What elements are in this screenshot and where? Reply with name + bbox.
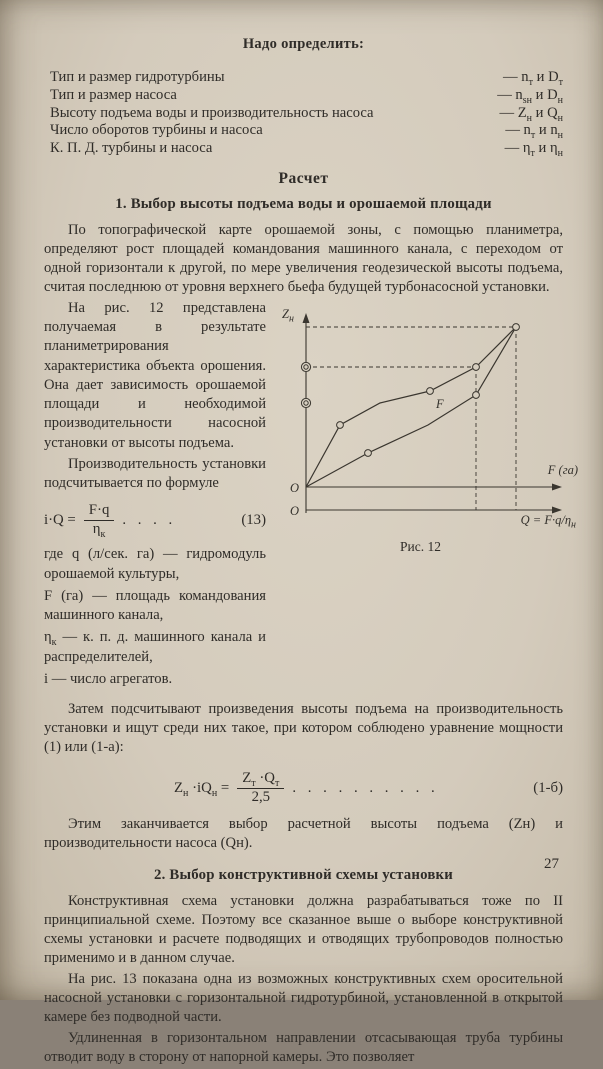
fraction-numerator: $Z_т \cdot Q_т$ <box>237 771 284 789</box>
left-column <box>44 299 266 692</box>
where-definition: i — число агрегатов. <box>44 670 173 687</box>
paragraph: Этим заканчивается выбор расчетной высоты подъема (Zн) и производительности насоса (Qн). <box>44 816 563 852</box>
definition-list <box>44 69 563 158</box>
definition-row <box>44 105 563 123</box>
where-definition: F (га) — площадь командования машинного канала, <box>44 587 266 624</box>
paragraph: Производительность установки подсчитывается по формуле <box>44 455 266 492</box>
fraction-denominator: $\eta_к$ <box>92 520 106 540</box>
figure-canvas <box>278 305 578 533</box>
fraction <box>84 502 115 540</box>
definition-value: — $n_т$ и $D_т$ <box>503 69 563 88</box>
definition-label: К. П. Д. турбины и насоса <box>50 140 213 157</box>
figure-plot <box>278 305 578 533</box>
figure-12 <box>278 305 578 555</box>
text-figure-row <box>44 299 578 692</box>
paragraph: Конструктивная схема установки должна разрабатываться тоже по II принципиальной схеме. Поэтому все сказанное выше о выборе конструктивной схемы установки и расчете подводящих и отводящих трубопроводов полностью применимо и в данном случае. <box>44 893 563 966</box>
paragraph: На рис. 12 представлена получаемая в результате планиметрирования характеристика объекта орошения. Она дает зависимость орошаемой площади и необходимой производительности насосной установки от высоты подъема. <box>44 299 266 451</box>
fraction-denominator: 2,5 <box>251 788 271 805</box>
formula-lhs: i·Q = <box>44 511 76 528</box>
y-axis-label: $Z_н$ <box>282 306 294 325</box>
definition-label: Число оборотов турбины и насоса <box>50 122 263 139</box>
definition-value: — $Z_н$ и $Q_н$ <box>499 104 563 124</box>
formula-dots: . . . . . . . . . . <box>292 779 439 796</box>
section2-heading: 2. Выбор конструктивной схемы установки <box>154 867 453 884</box>
equation-number: (1-б) <box>533 779 563 796</box>
fraction <box>237 771 284 805</box>
where-definition: $\eta_к$ — к. п. д. машинного канала и распределителей, <box>44 629 266 665</box>
curve-label: F <box>436 396 444 411</box>
section-kicker: Расчет <box>278 169 329 187</box>
paragraph: Затем подсчитывают произведения высоты подъема на производительность установки и ищут среди них такое, при котором соблюдено уравнение мощности (1) или (1-а): <box>44 701 563 756</box>
page-number: 27 <box>544 856 559 872</box>
definition-row <box>44 87 563 105</box>
paragraph: Удлиненная в горизонтальном направлении отсасывающая труба турбины отводит воду в сторону от напорной камеры. Это позволяет <box>44 1029 563 1065</box>
definition-row <box>44 69 563 87</box>
bottom-axis-label: $Q = F\cdot q/\eta_н$ <box>520 512 576 531</box>
formula-lhs: $Z_н \cdot iQ_н$ = <box>174 779 230 799</box>
figure-column <box>278 299 578 692</box>
equation-number: (13) <box>241 511 266 528</box>
definition-label: Высоту подъема воды и производительность насоса <box>50 104 374 121</box>
origin-label-top: O <box>290 480 300 495</box>
definition-row <box>44 122 563 140</box>
definition-value: — $\eta_т$ и $\eta_н$ <box>504 140 563 160</box>
where-definition: где q (л/сек. га) — гидромодуль орошаемой культуры, <box>44 546 266 582</box>
formula-dots: . . . . <box>122 511 177 528</box>
page-content <box>44 36 578 1069</box>
paragraph: На рис. 13 показана одна из возможных конструктивных схем оросительной насосной установки с горизонтальной гидротурбиной, установленной в открытой камере без подводной части. <box>44 970 563 1025</box>
figure-caption: Рис. 12 <box>400 538 441 554</box>
section1-heading: 1. Выбор высоты подъема воды и орошаемой площади <box>115 195 492 212</box>
x-axis-label: F (га) <box>547 462 578 477</box>
definition-label: Тип и размер насоса <box>50 86 177 103</box>
fraction-numerator: F·q <box>84 503 115 521</box>
formula-1b <box>44 771 563 805</box>
definition-row <box>44 140 563 158</box>
intro-title: Надо определить: <box>242 36 365 52</box>
formula-13 <box>44 502 266 540</box>
origin-label-bottom: O <box>290 503 300 518</box>
paragraph: По топографической карте орошаемой зоны, с помощью планиметра, определяют рост площадей командования машинного канала, с переходом от одной горизонтали к другой, по мере увеличения геодезической высоты подъема, считая последнюю от уровня верхнего бьефа будущей турбонасосной установки. <box>44 221 563 295</box>
definition-value: — $n_т$ и $n_н$ <box>505 122 563 142</box>
definition-label: Тип и размер гидротурбины <box>50 69 225 85</box>
definition-value: — $n_{sн}$ и $D_н$ <box>497 86 563 106</box>
